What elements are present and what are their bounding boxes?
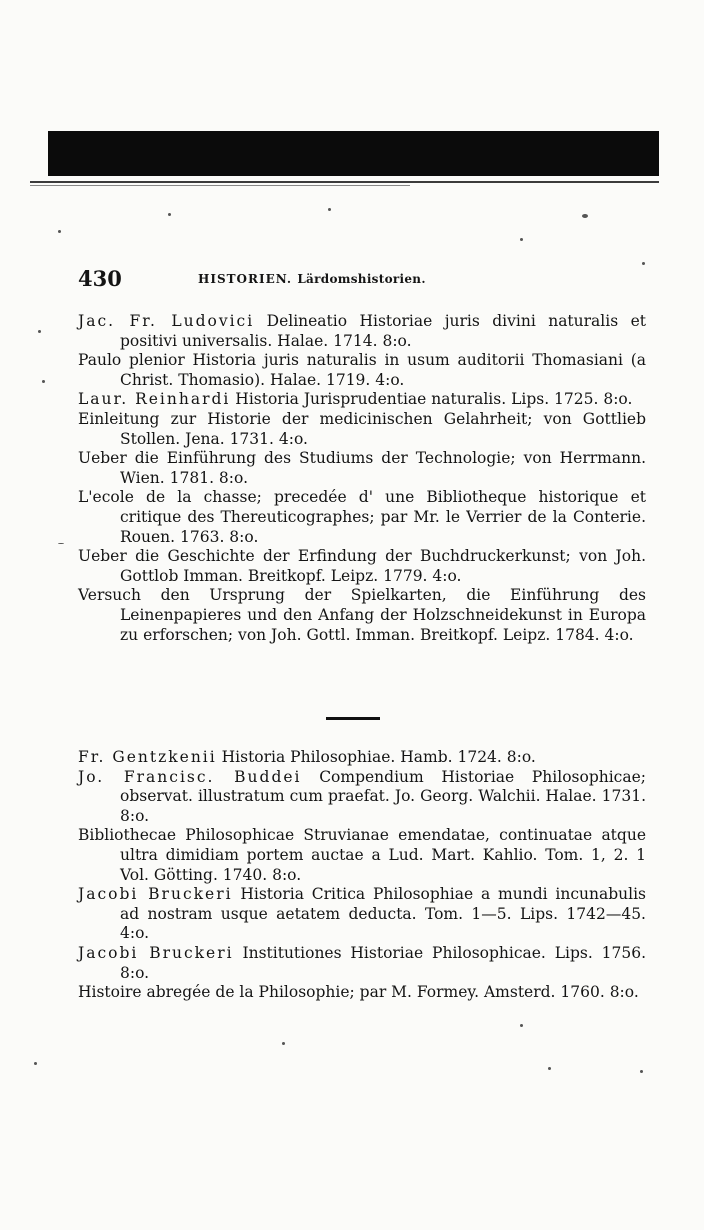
entry-text: Compendium Historiae Philosophicae; observat. illustratum cum praefat. Jo. Georg. Walchii. Halae. 1731. 8:o. [120, 767, 646, 825]
bib-entry [78, 826, 646, 885]
bib-entry [78, 768, 646, 827]
entry-author: Fr. Gentzkenii [78, 748, 217, 766]
page-header [78, 266, 668, 292]
entry-author: Jac. Fr. Ludovici [78, 312, 255, 330]
bib-entry [78, 390, 646, 410]
scan-speck [520, 1024, 523, 1027]
scan-speck [640, 1070, 643, 1073]
scan-rule-faint [30, 185, 410, 186]
scan-speck [642, 262, 645, 265]
scan-speck [38, 330, 41, 333]
scan-speck [520, 238, 523, 241]
bib-entry [78, 351, 646, 390]
bib-entry [78, 449, 646, 488]
page-number: 430 [78, 266, 122, 291]
scan-speck [548, 1067, 551, 1070]
entry-text: Einleitung zur Historie der medicinischen Gelahrheit; von Gottlieb Stollen. Jena. 1731. 4:o. [78, 409, 646, 448]
scan-speck [58, 230, 61, 233]
scan-speck [282, 1042, 285, 1045]
entry-text: Historia Philosophiae. Hamb. 1724. 8:o. [216, 748, 536, 766]
entry-text: Histoire abregée de la Philosophie; par M. Formey. Amsterd. 1760. 8:o. [78, 983, 639, 1002]
scan-rule [30, 181, 659, 183]
bib-entry [78, 410, 646, 449]
bib-entry [78, 312, 646, 351]
bib-entry [78, 944, 646, 983]
running-head-main: HISTORIEN. [198, 272, 293, 286]
bib-entry [78, 885, 646, 944]
entry-author: Laur. Reinhardi [78, 390, 231, 409]
section-history-law [78, 312, 646, 645]
section-history-philosophy [78, 748, 646, 1003]
entry-text: Versuch den Ursprung der Spielkarten, die Einführung des Leinenpapieres und den Anfang der Holzschneidekunst in Europa zu erforschen; von Joh. Gottl. Imman. Breitkopf. Leipz. 1784. 4:o. [78, 586, 646, 644]
entry-text: Ueber die Geschichte der Erfindung der Buchdruckerkunst; von Joh. Gottlob Imman. Breitkopf. Leipz. 1779. 4:o. [78, 547, 646, 585]
running-head-sub: Lärdomshistorien. [297, 272, 426, 286]
entry-text: Paulo plenior Historia juris naturalis in usum auditorii Thomasiani (a Christ. Thomasio). Halae. 1719. 4:o. [78, 351, 646, 389]
black-header-bar [48, 131, 659, 176]
scan-speck [34, 1062, 37, 1065]
entry-text: Ueber die Einführung des Studiums der Technologie; von Herrmann. Wien. 1781. 8:o. [78, 449, 646, 487]
entry-author: Jacobi Bruckeri [78, 885, 233, 904]
bib-entry [78, 586, 646, 645]
scan-speck [168, 213, 171, 216]
running-head [198, 272, 426, 286]
entry-text: Bibliothecae Philosophicae Struvianae emendatae, continuatae atque ultra dimidiam portem auctae a Lud. Mart. Kahlio. Tom. 1, 2. 1 Vol. Götting. 1740. 8:o. [78, 826, 646, 884]
scan-speck [328, 208, 331, 211]
scan-speck [58, 543, 64, 544]
entry-text: Delineatio Historiae juris divini naturalis et positivi universalis. Halae. 1714. 8:o. [120, 312, 646, 350]
entry-text: Historia Critica Philosophiae a mundi incunabulis ad nostram usque aetatem deducta. Tom. 1—5. Lips. 1742—45. 4:o. [120, 885, 646, 943]
scan-speck [582, 214, 588, 218]
entry-text: Historia Jurisprudentiae naturalis. Lips. 1725. 8:o. [230, 390, 633, 409]
scan-speck [42, 380, 45, 383]
entry-text: L'ecole de la chasse; precedée d' une Bibliotheque historique et critique des Thereuticographes; par Mr. le Verrier de la Conterie. Rouen. 1763. 8:o. [78, 488, 646, 546]
entry-text: Institutiones Historiae Philosophicae. Lips. 1756. 8:o. [120, 943, 647, 982]
bib-entry [78, 983, 646, 1003]
bib-entry [78, 748, 646, 768]
bib-entry [78, 547, 646, 586]
section-divider [326, 717, 380, 720]
entry-author: Jo. Francisc. Buddei [78, 767, 302, 786]
bib-entry [78, 488, 646, 547]
entry-author: Jacobi Bruckeri [78, 943, 234, 962]
